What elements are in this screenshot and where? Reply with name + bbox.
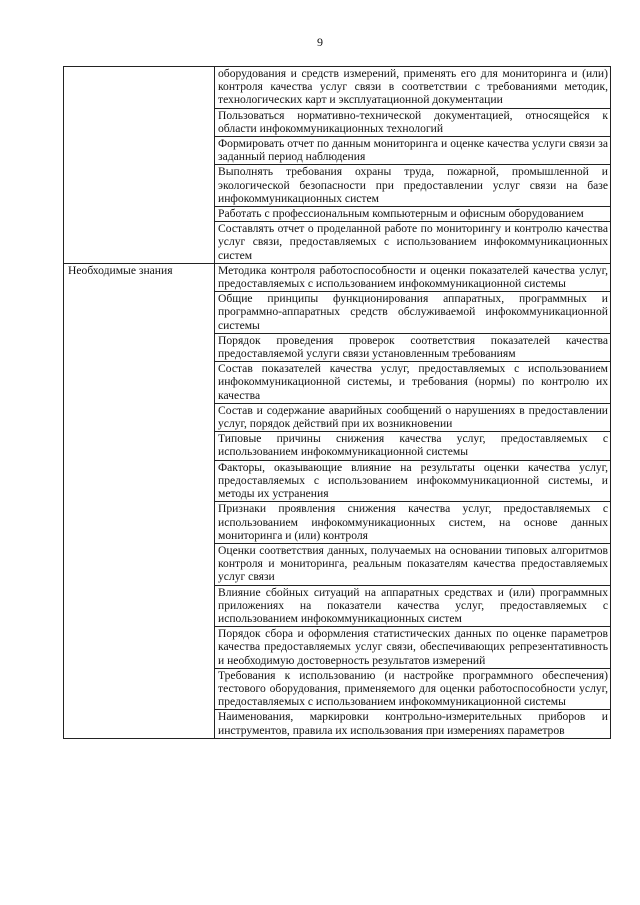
row-text-cell: Состав и содержание аварийных сообщений о нарушениях в предоставлении услуг, порядок действий при их возникновении [215,403,611,431]
row-text-cell: Признаки проявления снижения качества услуг, предоставляемых с использованием инфокоммуникационных систем, на основе данных мониторинга и (или) контроля [215,502,611,544]
row-label-cell [64,67,215,264]
row-text-cell: Порядок проведения проверок соответствия показателей качества предоставляемой услуги связи установленным требованиям [215,333,611,361]
row-text-cell: Формировать отчет по данным мониторинга и оценке качества услуги связи за заданный период наблюдения [215,137,611,165]
row-text-cell: Работать с профессиональным компьютерным и офисным оборудованием [215,207,611,222]
table-row [64,263,611,291]
row-text-cell: Общие принципы функционирования аппаратных, программных и программно-аппаратных средств обслуживаемой инфокоммуникационной системы [215,292,611,334]
table-row [64,67,611,109]
row-text-cell: Факторы, оказывающие влияние на результаты оценки качества услуг, предоставляемых с использованием инфокоммуникационной системы, и методы их устранения [215,460,611,502]
row-text-cell: Наименования, маркировки контрольно-измерительных приборов и инструментов, правила их использования при измерениях параметров [215,710,611,738]
row-text-cell: Требования к использованию (и настройке программного обеспечения) тестового оборудования, применяемого для оценки работоспособности услуг, предоставляемых с использованием инфокоммуникационной системы [215,668,611,710]
row-text-cell: Типовые причины снижения качества услуг, предоставляемых с использованием инфокоммуникационной системы [215,432,611,460]
row-text-cell: Влияние сбойных ситуаций на аппаратных средствах и (или) программных приложениях на показатели качества услуг, предоставляемых с использованием инфокоммуникационных систем [215,585,611,627]
section-label-knowledge: Необходимые знания [64,263,215,738]
row-text-cell: оборудования и средств измерений, применять его для мониторинга и (или) контроля качества услуг связи в соответствии с требованиями методик, технологических карт и эксплуатационной документации [215,67,611,109]
row-text-cell: Состав показателей качества услуг, предоставляемых с использованием инфокоммуникационной системы, и требования (нормы) по контролю их качества [215,362,611,404]
page-number: 9 [317,35,323,49]
row-text-cell: Пользоваться нормативно-технической документацией, относящейся к области инфокоммуникационных технологий [215,108,611,136]
requirements-table [63,66,611,739]
row-text-cell: Порядок сбора и оформления статистических данных по оценке параметров качества предоставляемых услуг связи, обеспечивающих репрезентативность и необходимую достоверность результатов измерений [215,627,611,669]
row-text-cell: Методика контроля работоспособности и оценки показателей качества услуг, предоставляемых с использованием инфокоммуникационной системы [215,263,611,291]
row-text-cell: Выполнять требования охраны труда, пожарной, промышленной и экологической безопасности при предоставлении услуг связи на базе инфокоммуникационных систем [215,165,611,207]
row-text-cell: Составлять отчет о проделанной работе по мониторингу и контролю качества услуг связи, предоставляемых с использованием инфокоммуникационных систем [215,222,611,264]
row-text-cell: Оценки соответствия данных, получаемых на основании типовых алгоритмов контроля и мониторинга, реальным показателям качества предоставляемых услуг связи [215,543,611,585]
